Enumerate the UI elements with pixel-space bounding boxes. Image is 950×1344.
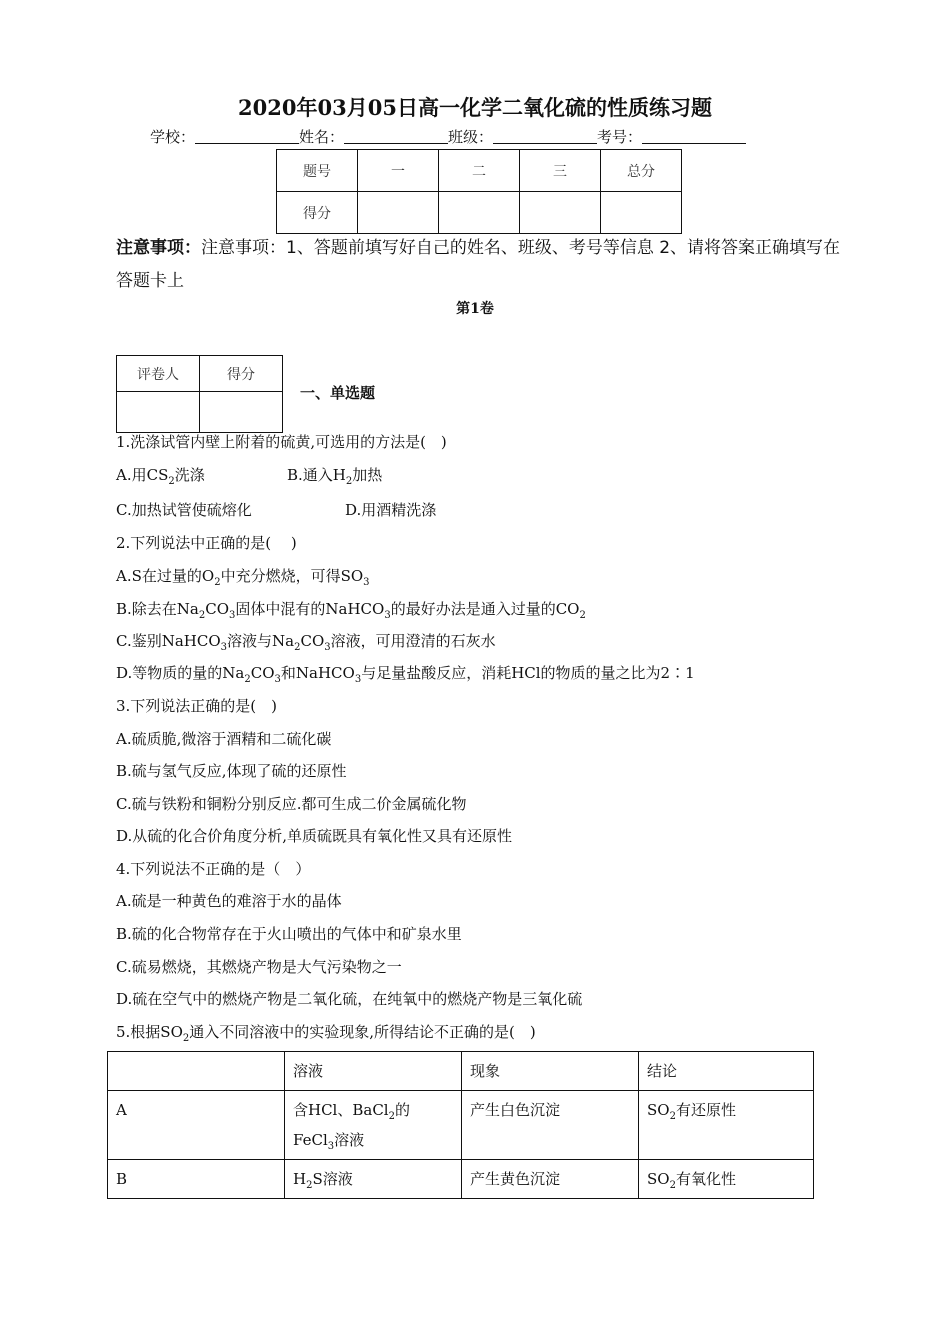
school-label: 学校：: [150, 128, 196, 146]
q5-row-b: [108, 1160, 814, 1199]
q3-stem: 3.下列说法正确的是( ): [116, 697, 278, 715]
q5-phenomenon-cell: 产生白色沉淀: [462, 1091, 639, 1160]
score-row-label: 得分: [277, 192, 358, 234]
score-header-cell: 三: [520, 150, 601, 192]
score-cell[interactable]: [601, 192, 682, 234]
q1-option-c: C.加热试管使硫熔化: [116, 501, 252, 519]
q4-option-d: D.硫在空气中的燃烧产物是二氧化硫，在纯氧中的燃烧产物是三氧化硫: [116, 990, 583, 1008]
volume-heading: 第1卷: [456, 301, 494, 317]
score-table: [276, 149, 682, 234]
q5-header-cell: 结论: [639, 1052, 814, 1091]
q5-header-cell: 溶液: [285, 1052, 462, 1091]
q2-stem: 2.下列说法中正确的是( ): [116, 534, 297, 552]
notice: [116, 232, 846, 298]
q5-header-cell: 现象: [462, 1052, 639, 1091]
score-header-cell: 题号: [277, 150, 358, 192]
name-blank[interactable]: [344, 129, 448, 144]
q3-option-d: D.从硫的化合价角度分析,单质硫既具有氧化性又具有还原性: [116, 827, 513, 845]
score-table-header: [277, 150, 682, 192]
q1-option-a: A.用$CS_2$洗涤: [116, 466, 205, 487]
score-table-row: [277, 192, 682, 234]
score-header-cell: 总分: [601, 150, 682, 192]
score-header-cell: 一: [358, 150, 439, 192]
score-cell[interactable]: [439, 192, 520, 234]
q3-option-a: A.硫质脆,微溶于酒精和二硫化碳: [116, 730, 332, 748]
grader-score-cell[interactable]: [200, 392, 283, 433]
grader-cell[interactable]: [117, 392, 200, 433]
notice-text: 注意事项：1、答题前填写好自己的姓名、班级、考号等信息 2、请将答案正确填写在答题卡上: [116, 238, 841, 291]
score-cell[interactable]: [520, 192, 601, 234]
q2-option-d: D.等物质的量的$Na_2CO_3$和NaHCO$_3$与足量盐酸反应，消耗HCl的物质的量之比为2∶1: [116, 664, 695, 685]
q5-header-cell: [108, 1052, 285, 1091]
student-info-line: [150, 126, 746, 147]
exam-no-label: 考号：: [597, 128, 643, 146]
page-title: 2020年03月05日高一化学二氧化硫的性质练习题: [238, 95, 712, 120]
notice-label: 注意事项：: [116, 238, 201, 258]
class-label: 班级：: [448, 128, 494, 146]
school-blank[interactable]: [195, 129, 299, 144]
name-label: 姓名：: [299, 128, 345, 146]
q1-stem: 1.洗涤试管内壁上附着的硫黄,可选用的方法是( ): [116, 433, 447, 451]
q4-stem: 4.下列说法不正确的是（ ）: [116, 860, 311, 878]
q3-option-b: B.硫与氢气反应,体现了硫的还原性: [116, 762, 347, 780]
score-header-cell: 二: [439, 150, 520, 192]
exam-no-blank[interactable]: [642, 129, 746, 144]
grader-header: 评卷人: [117, 356, 200, 392]
q5-conclusion-cell: $SO_2$有还原性: [639, 1091, 814, 1160]
q3-option-c: C.硫与铁粉和铜粉分别反应.都可生成二价金属硫化物: [116, 795, 467, 813]
q5-phenomenon-cell: 产生黄色沉淀: [462, 1160, 639, 1199]
q5-row-label: A: [108, 1091, 285, 1160]
q5-solution-cell: 含HCl、BaCl$_2$的 FeCl$_3$溶液: [285, 1091, 462, 1160]
q4-option-a: A.硫是一种黄色的难溶于水的晶体: [116, 892, 342, 910]
q5-conclusion-cell: $SO_2$有氧化性: [639, 1160, 814, 1199]
q5-solution-cell: $H_2S$溶液: [285, 1160, 462, 1199]
q5-stem: 5.根据$SO_2$通入不同溶液中的实验现象,所得结论不正确的是( ): [116, 1023, 536, 1044]
class-blank[interactable]: [493, 129, 597, 144]
q4-option-b: B.硫的化合物常存在于火山喷出的气体中和矿泉水里: [116, 925, 462, 943]
q2-option-c: C.鉴别NaHCO$_3$溶液与$Na_2CO_3$溶液，可用澄清的石灰水: [116, 632, 496, 653]
section-heading: 一、单选题: [300, 384, 376, 402]
q2-option-b: B.除去在$Na_2CO_3$固体中混有的NaHCO$_3$的最好办法是通入过量的$CO_2$: [116, 600, 586, 621]
score-cell[interactable]: [358, 192, 439, 234]
q5-row-a: [108, 1091, 814, 1160]
grader-table: [116, 355, 283, 433]
q5-table-header: [108, 1052, 814, 1091]
q1-option-b: B.通入$H_2$加热: [287, 466, 383, 487]
q1-option-d: D.用酒精洗涤: [345, 501, 437, 519]
q4-option-c: C.硫易燃烧，其燃烧产物是大气污染物之一: [116, 958, 402, 976]
q5-row-label: B: [108, 1160, 285, 1199]
grader-score-header: 得分: [200, 356, 283, 392]
q2-option-a: A.S在过量的$O_2$中充分燃烧，可得$SO_3$: [116, 567, 370, 588]
q5-table: [107, 1051, 814, 1199]
